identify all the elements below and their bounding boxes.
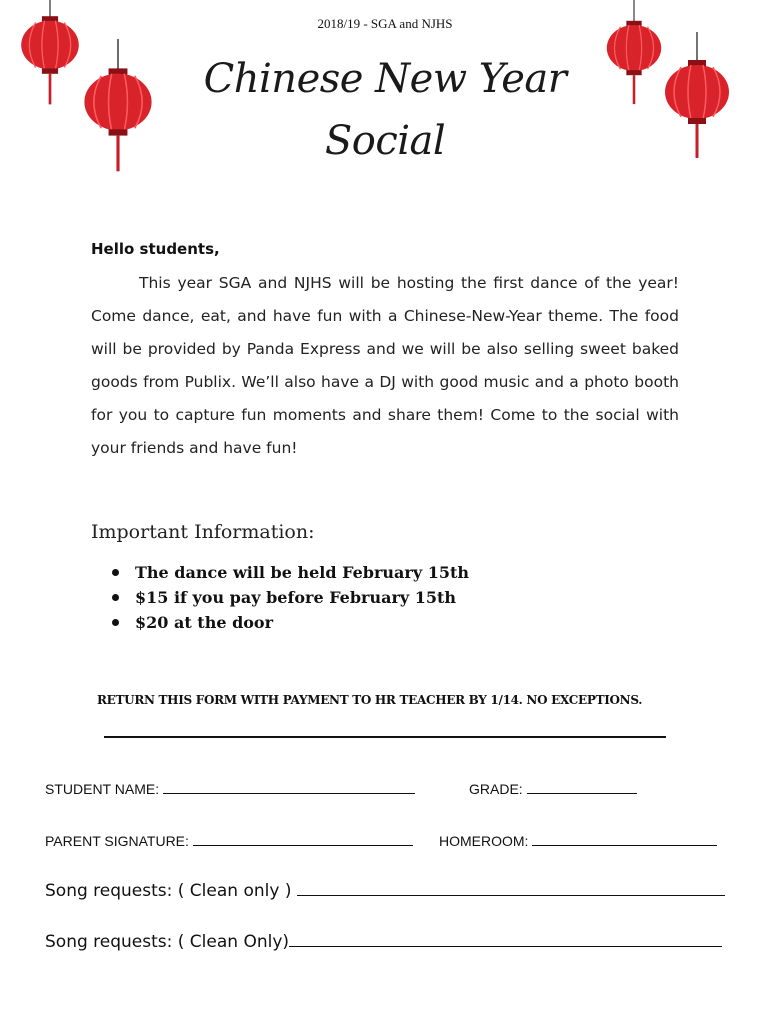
info-heading: Important Information: <box>91 521 315 543</box>
bullet-text: $20 at the door <box>135 613 274 632</box>
title-line-2: Social <box>324 118 446 164</box>
bullet-icon <box>112 594 119 601</box>
grade-field[interactable] <box>469 779 637 797</box>
student-name-line[interactable] <box>163 779 415 794</box>
parent-signature-line[interactable] <box>193 831 413 846</box>
song-request-field-1[interactable] <box>45 881 725 901</box>
list-item <box>112 560 469 585</box>
song-request-label: Song requests: ( Clean only ) <box>45 881 292 901</box>
student-name-label: STUDENT NAME: <box>45 781 160 797</box>
info-list <box>112 560 469 635</box>
bullet-text: $15 if you pay before February 15th <box>135 588 457 607</box>
grade-line[interactable] <box>527 779 637 794</box>
title-line-1: Chinese New Year <box>203 56 567 102</box>
parent-signature-label: PARENT SIGNATURE: <box>45 833 189 849</box>
homeroom-field[interactable] <box>439 831 717 849</box>
song-request-field-2[interactable] <box>45 932 722 952</box>
parent-signature-field[interactable] <box>45 831 413 849</box>
return-note: RETURN THIS FORM WITH PAYMENT TO HR TEACHER BY 1/14. NO EXCEPTIONS. <box>97 693 643 707</box>
divider <box>104 736 666 738</box>
body-paragraph: This year SGA and NJHS will be hosting the first dance of the year! Come dance, eat, and have fun with a Chinese-New-Year theme. The food will be provided by Panda Express and we will be also selling sweet baked goods from Publix. We’ll also have a DJ with good music and a photo booth for you to capture fun moments and share them! Come to the social with your friends and have fun! <box>91 274 679 457</box>
homeroom-label: HOMEROOM: <box>439 833 529 849</box>
song-request-label: Song requests: ( Clean Only) <box>45 932 290 952</box>
bullet-icon <box>112 569 119 576</box>
student-name-field[interactable] <box>45 779 415 797</box>
header-label: 2018/19 - SGA and NJHS <box>317 16 453 31</box>
homeroom-line[interactable] <box>532 831 717 846</box>
bullet-icon <box>112 619 119 626</box>
song-request-line[interactable] <box>289 932 722 947</box>
grade-label: GRADE: <box>469 781 523 797</box>
list-item <box>112 610 469 635</box>
list-item <box>112 585 469 610</box>
song-request-line[interactable] <box>297 881 725 896</box>
greeting: Hello students, <box>91 240 220 258</box>
bullet-text: The dance will be held February 15th <box>135 563 469 582</box>
